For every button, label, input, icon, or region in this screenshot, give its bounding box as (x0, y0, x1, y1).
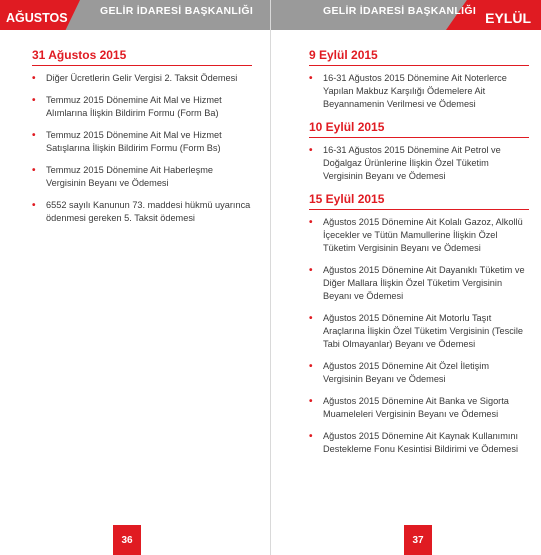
bullet-icon: • (309, 265, 313, 276)
bullet-icon: • (32, 130, 36, 141)
item-list (309, 72, 529, 111)
month-label: EYLÜL (485, 10, 531, 26)
list-item (32, 72, 252, 85)
bullet-icon: • (309, 217, 313, 228)
section-date-title: 31 Ağustos 2015 (32, 48, 252, 66)
bullet-icon: • (309, 313, 313, 324)
item-text: Ağustos 2015 Dönemine Ait Motorlu Taşıt Araçlarına İlişkin Özel Tüketim Vergisinin (Tescile Tabi Olmayanlar) Beyanı ve Ödemesi (323, 313, 523, 349)
item-text: Temmuz 2015 Dönemine Ait Mal ve Hizmet Alımlarına İlişkin Bildirim Formu (Form Ba) (46, 95, 222, 118)
item-text: Diğer Ücretlerin Gelir Vergisi 2. Taksit Ödemesi (46, 73, 238, 83)
list-item (309, 312, 529, 351)
bullet-icon: • (309, 431, 313, 442)
header-title: GELİR İDARESİ BAŞKANLIĞI (100, 5, 254, 17)
bullet-icon: • (309, 396, 313, 407)
list-item (309, 395, 529, 421)
list-item (32, 94, 252, 120)
section-date-title: 9 Eylül 2015 (309, 48, 529, 66)
item-text: Ağustos 2015 Dönemine Ait Özel İletişim Vergisinin Beyanı ve Ödemesi (323, 361, 489, 384)
item-text: Ağustos 2015 Dönemine Ait Banka ve Sigorta Muameleleri Vergisinin Beyanı ve Ödemesi (323, 396, 509, 419)
item-list (32, 72, 252, 225)
item-text: Ağustos 2015 Dönemine Ait Dayanıklı Tüketim ve Diğer Mallara İlişkin Özel Tüketim Vergisinin Beyanı ve Ödemesi (323, 265, 525, 301)
item-text: Temmuz 2015 Dönemine Ait Mal ve Hizmet Satışlarına İlişkin Bildirim Formu (Form Bs) (46, 130, 222, 153)
item-text: Temmuz 2015 Dönemine Ait Haberleşme Vergisinin Beyanı ve Ödemesi (46, 165, 213, 188)
item-text: Ağustos 2015 Dönemine Ait Kaynak Kullanımını Destekleme Fonu Kesintisi Bildirimi ve Ödemesi (323, 431, 519, 454)
date-section (309, 48, 529, 111)
bullet-icon: • (32, 165, 36, 176)
date-section (32, 48, 252, 225)
section-date-title: 10 Eylül 2015 (309, 120, 529, 138)
section-date-title: 15 Eylül 2015 (309, 192, 529, 210)
bullet-icon: • (309, 361, 313, 372)
page-number: 37 (404, 525, 432, 555)
right-content (309, 48, 529, 465)
list-item (32, 129, 252, 155)
left-page (0, 0, 270, 555)
item-text: 16-31 Ağustos 2015 Dönemine Ait Noterlerce Yapılan Makbuz Karşılığı Ödemelere Ait Beyannamenin Verilmesi ve Ödemesi (323, 73, 507, 109)
list-item (32, 164, 252, 190)
bullet-icon: • (309, 73, 313, 84)
bullet-icon: • (32, 73, 36, 84)
bullet-icon: • (309, 145, 313, 156)
list-item (309, 360, 529, 386)
right-page (271, 0, 541, 555)
item-text: 6552 sayılı Kanunun 73. maddesi hükmü uyarınca ödenmesi gereken 5. Taksit ödemesi (46, 200, 251, 223)
header-title: GELİR İDARESİ BAŞKANLIĞI (323, 5, 477, 17)
date-section (309, 120, 529, 183)
list-item (309, 216, 529, 255)
month-label: AĞUSTOS (6, 11, 68, 25)
page-number: 36 (113, 525, 141, 555)
list-item (309, 264, 529, 303)
left-content (32, 48, 252, 234)
item-text: Ağustos 2015 Dönemine Ait Kolalı Gazoz, Alkollü İçecekler ve Tütün Mamullerine İlişkin Özel Tüketim Vergisinin Beyanı ve Ödemesi (323, 217, 523, 253)
bullet-icon: • (32, 95, 36, 106)
item-list (309, 144, 529, 183)
date-section (309, 192, 529, 456)
list-item (309, 144, 529, 183)
item-text: 16-31 Ağustos 2015 Dönemine Ait Petrol ve Doğalgaz Ürünlerine İlişkin Özel Tüketim Vergisinin Beyanı ve Ödemesi (323, 145, 501, 181)
list-item (309, 430, 529, 456)
list-item (309, 72, 529, 111)
item-list (309, 216, 529, 456)
bullet-icon: • (32, 200, 36, 211)
list-item (32, 199, 252, 225)
